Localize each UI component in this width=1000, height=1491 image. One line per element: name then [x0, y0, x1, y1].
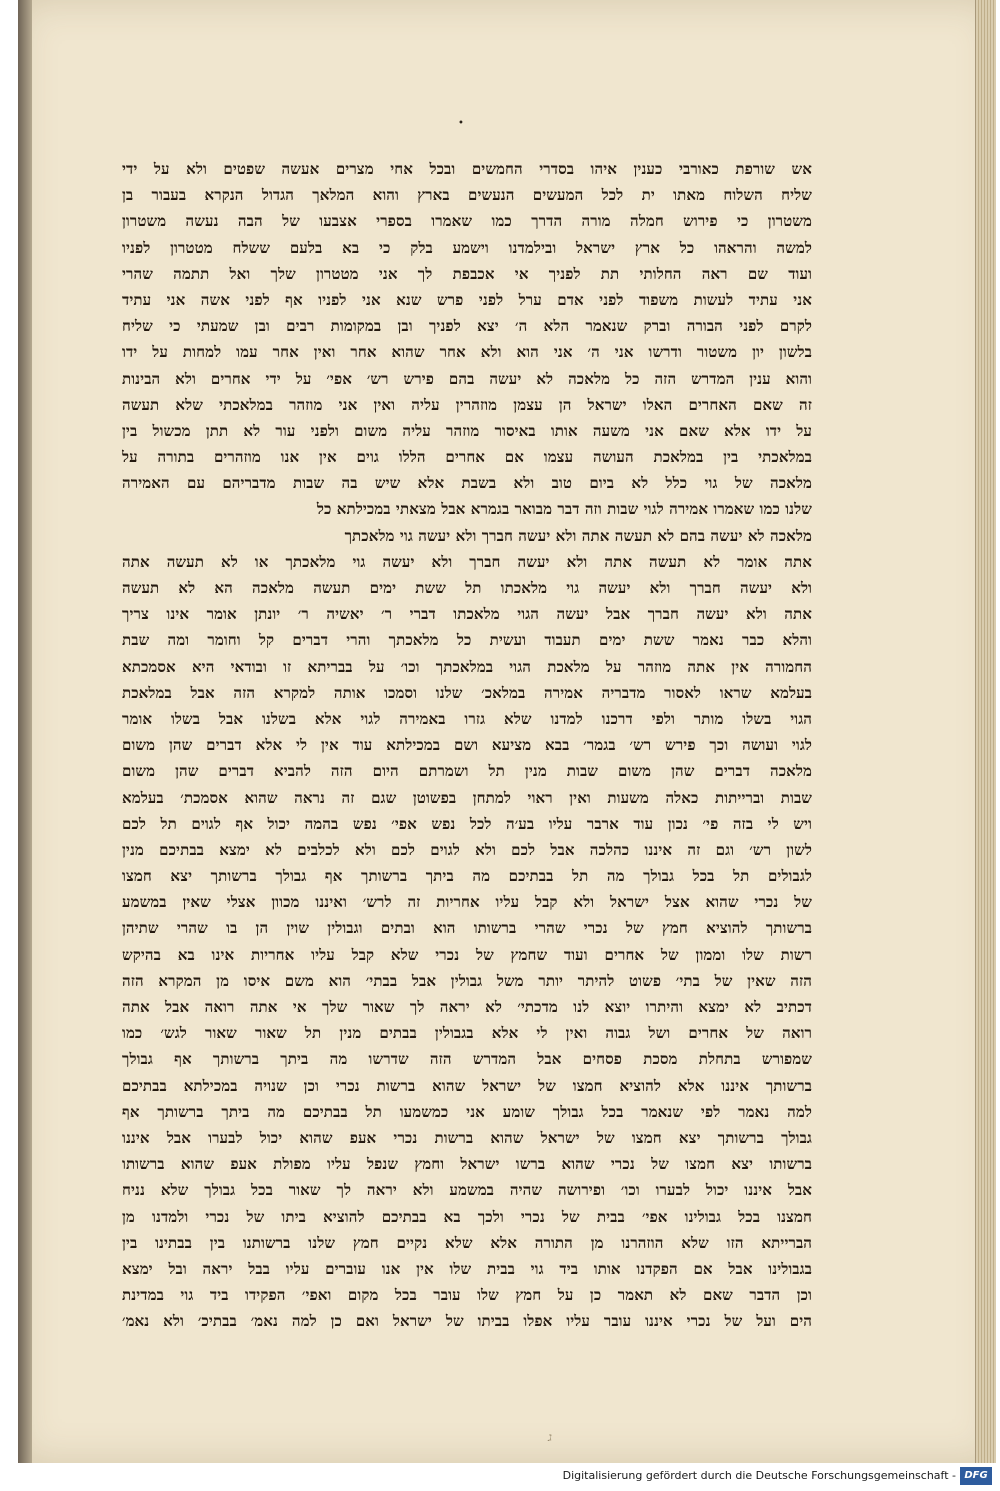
text-line: אש שורפת כאורבי כענין איהו בסדרי החמשים ובכל אחי מצרים אעשה שפטים ולא על ידי: [122, 160, 812, 178]
text-line: וכן הדבר שאם לא תאמר כן על חמץ שלו עובר בכל מקום ואפי׳ הפקידו ביד גוי במדינת: [122, 1286, 812, 1305]
dfg-logo: DFG: [960, 1467, 992, 1485]
book-page: [18, 0, 996, 1463]
text-line: לגוי ועושה וכך פירש רש׳ בגמר׳ בבא מציעא ושם במכילתא עוד אין לי אלא דברים שהן משום: [122, 736, 812, 755]
text-line: החמורה אין אתה מוזהר על מלאכת הגוי במלאכתך וכו׳ על בבריתא זו ובודאי היא אסמכתא: [122, 657, 812, 676]
text-line: הים ועל של נכרי איננו עובר עליו אפלו בביתו של ישראל ואם כן למה נאמ׳ בבתיכ׳ ולא נאמ׳: [122, 1312, 812, 1331]
text-line: למה נאמר לפי שנאמר בכל גבולך שומע אני כמשמעו תל בבתיכם מה ביתך ברשותך אף: [122, 1102, 812, 1121]
text-line: מלאכה דברים שהן משום שבות מנין תל ושמרתם היום הזה להביא דברים שהן משום: [122, 762, 812, 781]
hebrew-text-block: [122, 156, 812, 1334]
text-line: בלשון יון משטור ודרשו אני ה׳ אני הוא ולא אחר שהוא אחר ואין אחר עמו למחות על ידו: [122, 343, 812, 362]
binding-gutter: [18, 0, 32, 1463]
text-line: מלאכה של גוי כלל לא ביום טוב ולא בשבת אלא שיש בה שבות מדבריהם עם האמירה: [122, 474, 812, 493]
text-line: על ידו אלא שאם אני משעה אותו באיסור מוזהר עליה משום ולפני עור לא תתן מכשול בין: [122, 421, 812, 440]
text-line: למשה והראהו כל ארץ ישראל ובילמדנו וישמע בלק כי בא בלעם ששלח מטטרון לפניו: [122, 238, 812, 257]
text-line: הזה שאין של בתי׳ פשוט להיתר יותר משל גבולין אבל בבתי׳ הוא משם איסו מן המקרא הזה: [122, 971, 812, 990]
text-line: לקרם לפני הבורה וברק שנאמר הלא ה׳ יצא לפניך ובן במקומות רבים ובן שמעתי כי שליח: [122, 317, 812, 336]
text-line: חמצנו בכל גבולינו אפי׳ בבית של נכרי ולכך בא בבתיכם להוציא ביתו של נכרי ולמדנו מן: [122, 1207, 812, 1226]
text-line: בעלמא שראו לאסור מדבריה אמירה במלאכ׳ שלנו וסמכו אותה למקרא הזה אבל במלאכת: [122, 683, 812, 702]
text-line: רואה של אחרים ושל גבוה ואין לי אלא בגבולין בבתים מנין תל שאור שאור לגש׳ כמו: [122, 1024, 812, 1043]
text-line: ועוד שם ראה החלותי תת לפניך אי אכבפת לך אני מטטרון שלך ואל תתמה שהרי: [122, 264, 812, 283]
text-line: ברשותו יצא חמצו של נכרי שהוא ברשו ישראל וחמץ שנפל עליו מפולת אעפ שהוא ברשותו: [122, 1155, 812, 1174]
text-line: שלנו כמו שאמרו אמירה לגוי שבות וזה דבר מבואר בגמרא אבל מצאתי במכילתא כל: [316, 500, 812, 519]
text-line: רשות שלו וממון של אחרים ועוד שחמץ של נכרי שלא קבל עליו אחריות אינו בא בהיקש: [122, 945, 812, 964]
text-line: אבל איננו יכול לבערו וכו׳ ופירושה שהיה במשמע ולא יראה לך שאור בכל גבולך שלא נניח: [122, 1181, 812, 1200]
text-line: לגבולים תל בכל גבולך מה תל בבתיכם מה ביתך ברשותך אף גבולך ברשותך יצא חמצו: [122, 867, 812, 886]
text-line: שמפורש בתחלת מסכת פסחים אבל המדרש הזה שדרשו מה ביתך ברשותך אף גבולך: [122, 1050, 812, 1069]
text-line: גבולך ברשותך יצא חמצו של ישראל שהוא ברשות נכרי אעפ שהוא יכול לבערו אבל איננו: [122, 1128, 812, 1147]
text-line: שבות וברייתות כאלה משעות ואין ראוי למתחן בפשוטן שגם זה נראה שהוא אסמכת׳ בעלמא: [122, 788, 812, 807]
text-line: ברשותך איננו אלא להוציא חמצו של ישראל שהוא ברשות נכרי וכן שנויה במכילתא בבתיכם: [122, 1076, 812, 1095]
text-line: משטרון כי פירוש חמלה מורה הדרך כמו שאמרו בספרי אצבעו של הבה נעשה משטרון: [122, 212, 812, 231]
text-line: במלאכתי בין במלאכת העושה עצמו אם אחרים הללו גוים אין אנו מוזהרים בתורה על: [122, 448, 812, 467]
text-line: בגבולינו אבל אם הפקדנו אותו ביד גוי בבית שלו אין אנו עוברים עליו בבל יראה ובל ימצא: [122, 1259, 812, 1278]
text-line: לשון רש׳ וגם זה איננו כהלכה אבל לכם ולא לגוים לכם ולא לכלבים לא ימצא בבתיכם מנין: [122, 840, 812, 859]
text-line: ולא יעשה חברך ולא יעשה גוי מלאכתו תל ששת ימים תעשה מלאכה הא לא תעשה: [122, 579, 812, 597]
text-line: והוא ענין המדרש הזה כל מלאכה לא יעשה בהם פירש רש׳ אפי׳ על ידי אחרים ולא הבינות: [122, 369, 812, 388]
signature-mark: ג: [548, 1430, 552, 1444]
text-line: דכתיב לא ימצא והיתרו יוצא לנו מדכתי׳ לא יראה לך שאור שלך אי אתה רואה אבל אתה: [122, 998, 812, 1016]
text-line: הברייתא הזו שלא הוזהרנו מן התורה אלא שלא נקיים חמץ שלנו ברשותנו בין בבתינו בין: [122, 1233, 812, 1252]
text-line: שליח השלוח מאתו ית לכל המעשים הנעשים בארץ והוא המלאך הגדול הנקרא בעבור בן: [122, 186, 812, 205]
footer-credit: Digitalisierung gefördert durch die Deutsche Forschungsgemeinschaft -: [562, 1469, 956, 1482]
text-line: של נכרי שהוא אצל ישראל ולא קבל עליו אחריות זה לרש׳ ואיננו מכוון אצלי שאין במשמע: [122, 893, 812, 912]
text-line: אני עתיד לעשות משפוד לפני אדם ערל לפני פרש שנא אני לפניו אף לפני אשה אני עתיד: [122, 290, 812, 309]
text-line: הגוי בשלו מותר ולפי דרכנו למדנו שלא גזרו באמירה לגוי אלא בשלנו אבל בשלו אומר: [122, 709, 812, 728]
page-edge-stack: [975, 0, 996, 1463]
text-line: ברשותך להוציא חמץ של נכרי שהרי ברשותו הוא ובתים וגבולין שוין הן בו שהרי שתיהן: [122, 919, 812, 938]
text-line: מלאכה לא יעשה בהם לא תעשה אתה ולא יעשה חברך ולא יעשה גוי מלאכתך: [344, 526, 812, 545]
text-line: והלא כבר נאמר ששת ימים תעבוד ועשית כל מלאכתך והרי דברים קל וחומר ומה שבת: [122, 631, 812, 650]
text-line: ויש לי בזה פי׳ נכון עוד ארבר עליו בע׳ה לכל נפש אפי׳ נפש בהמה יכול אף לגוים תל לכם: [122, 814, 812, 833]
text-line: זה שאם האחרים האלו ישראל הן עצמן מוזהרין עליה ואין אני מוזהר במלאכתי שלא תעשה: [122, 395, 812, 414]
top-mark: •: [458, 118, 466, 129]
text-line: אתה ולא יעשה חברך אבל יעשה הגוי מלאכתו דברי ר׳ יאשיה ר׳ יונתן אומר אינו צריך: [122, 605, 812, 624]
text-line: אתה אומר לא תעשה אתה ולא יעשה חברך ולא יעשה גוי מלאכתך או לא תעשה אתה: [122, 552, 812, 571]
